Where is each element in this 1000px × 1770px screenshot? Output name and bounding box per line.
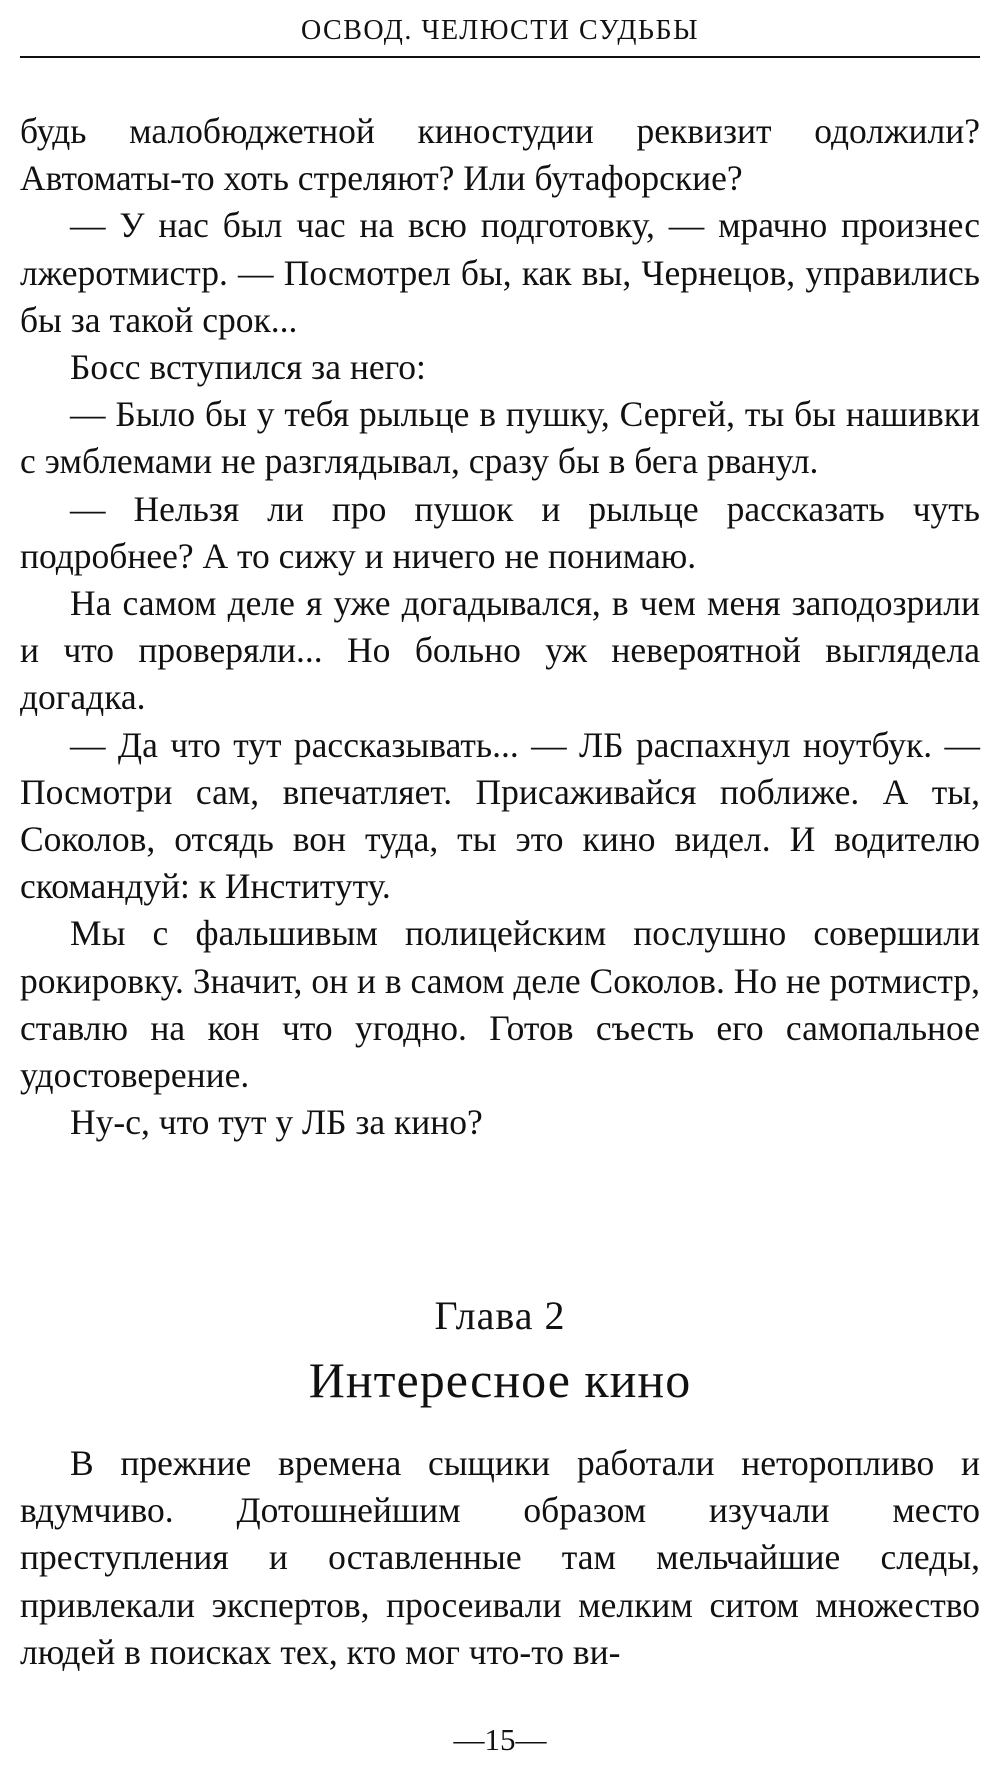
paragraph: В прежние времена сыщики работали неторопливо и вдумчиво. Дотошнейшим образом изучали место преступления и оставленные там мельчайшие следы, привлекали экспертов, просеивали мелким ситом множество людей в поисках тех, кто мог что-то ви-: [20, 1443, 980, 1672]
page-number: —15—: [453, 1722, 547, 1757]
paragraph: Ну-с, что тут у ЛБ за кино?: [70, 1102, 483, 1143]
running-title: ОСВОД. ЧЕЛЮСТИ СУДЬБЫ: [300, 15, 699, 46]
paragraph: — Да что тут рассказывать... — ЛБ распахнул ноутбук. — Посмотри сам, впечатляет. Присаживайся поближе. А ты, Соколов, отсядь вон туда, ты это кино видел. И водителю скомандуй: к Институту.: [20, 724, 980, 907]
paragraph: Босс вступился за него:: [70, 347, 426, 388]
header-rule: [20, 56, 980, 58]
book-page: [20, 0, 980, 1770]
paragraph: Мы с фальшивым полицейским послушно совершили рокировку. Значит, он и в самом деле Соколов. Но не ротмистр, ставлю на кон что угодно. Готов съесть его самопальное удостоверение.: [20, 913, 980, 1096]
paragraph: — У нас был час на всю подготовку, — мрачно произнес лжеротмистр. — Посмотрел бы, как вы, Чернецов, управились бы за такой срок...: [20, 205, 980, 340]
paragraph: — Было бы у тебя рыльце в пушку, Сергей, ты бы нашивки с эмблемами не разглядывал, сразу бы в бега рванул.: [20, 394, 980, 482]
paragraph: На самом деле я уже догадывался, в чем меня заподозрили и что проверяли... Но больно уж невероятной выглядела догадка.: [20, 583, 980, 718]
paragraph: будь малобюджетной киностудии реквизит одолжили? Автоматы-то хоть стреляют? Или бутафорские?: [20, 111, 980, 199]
chapter-title: Интересное кино: [308, 1352, 692, 1408]
chapter-number: Глава 2: [434, 1293, 566, 1338]
body-text: [20, 108, 980, 1146]
chapter-heading: [20, 1290, 980, 1412]
chapter-text: [20, 1440, 980, 1676]
paragraph: — Нельзя ли про пушок и рыльце рассказать чуть подробнее? А то сижу и ничего не понимаю.: [20, 488, 980, 576]
